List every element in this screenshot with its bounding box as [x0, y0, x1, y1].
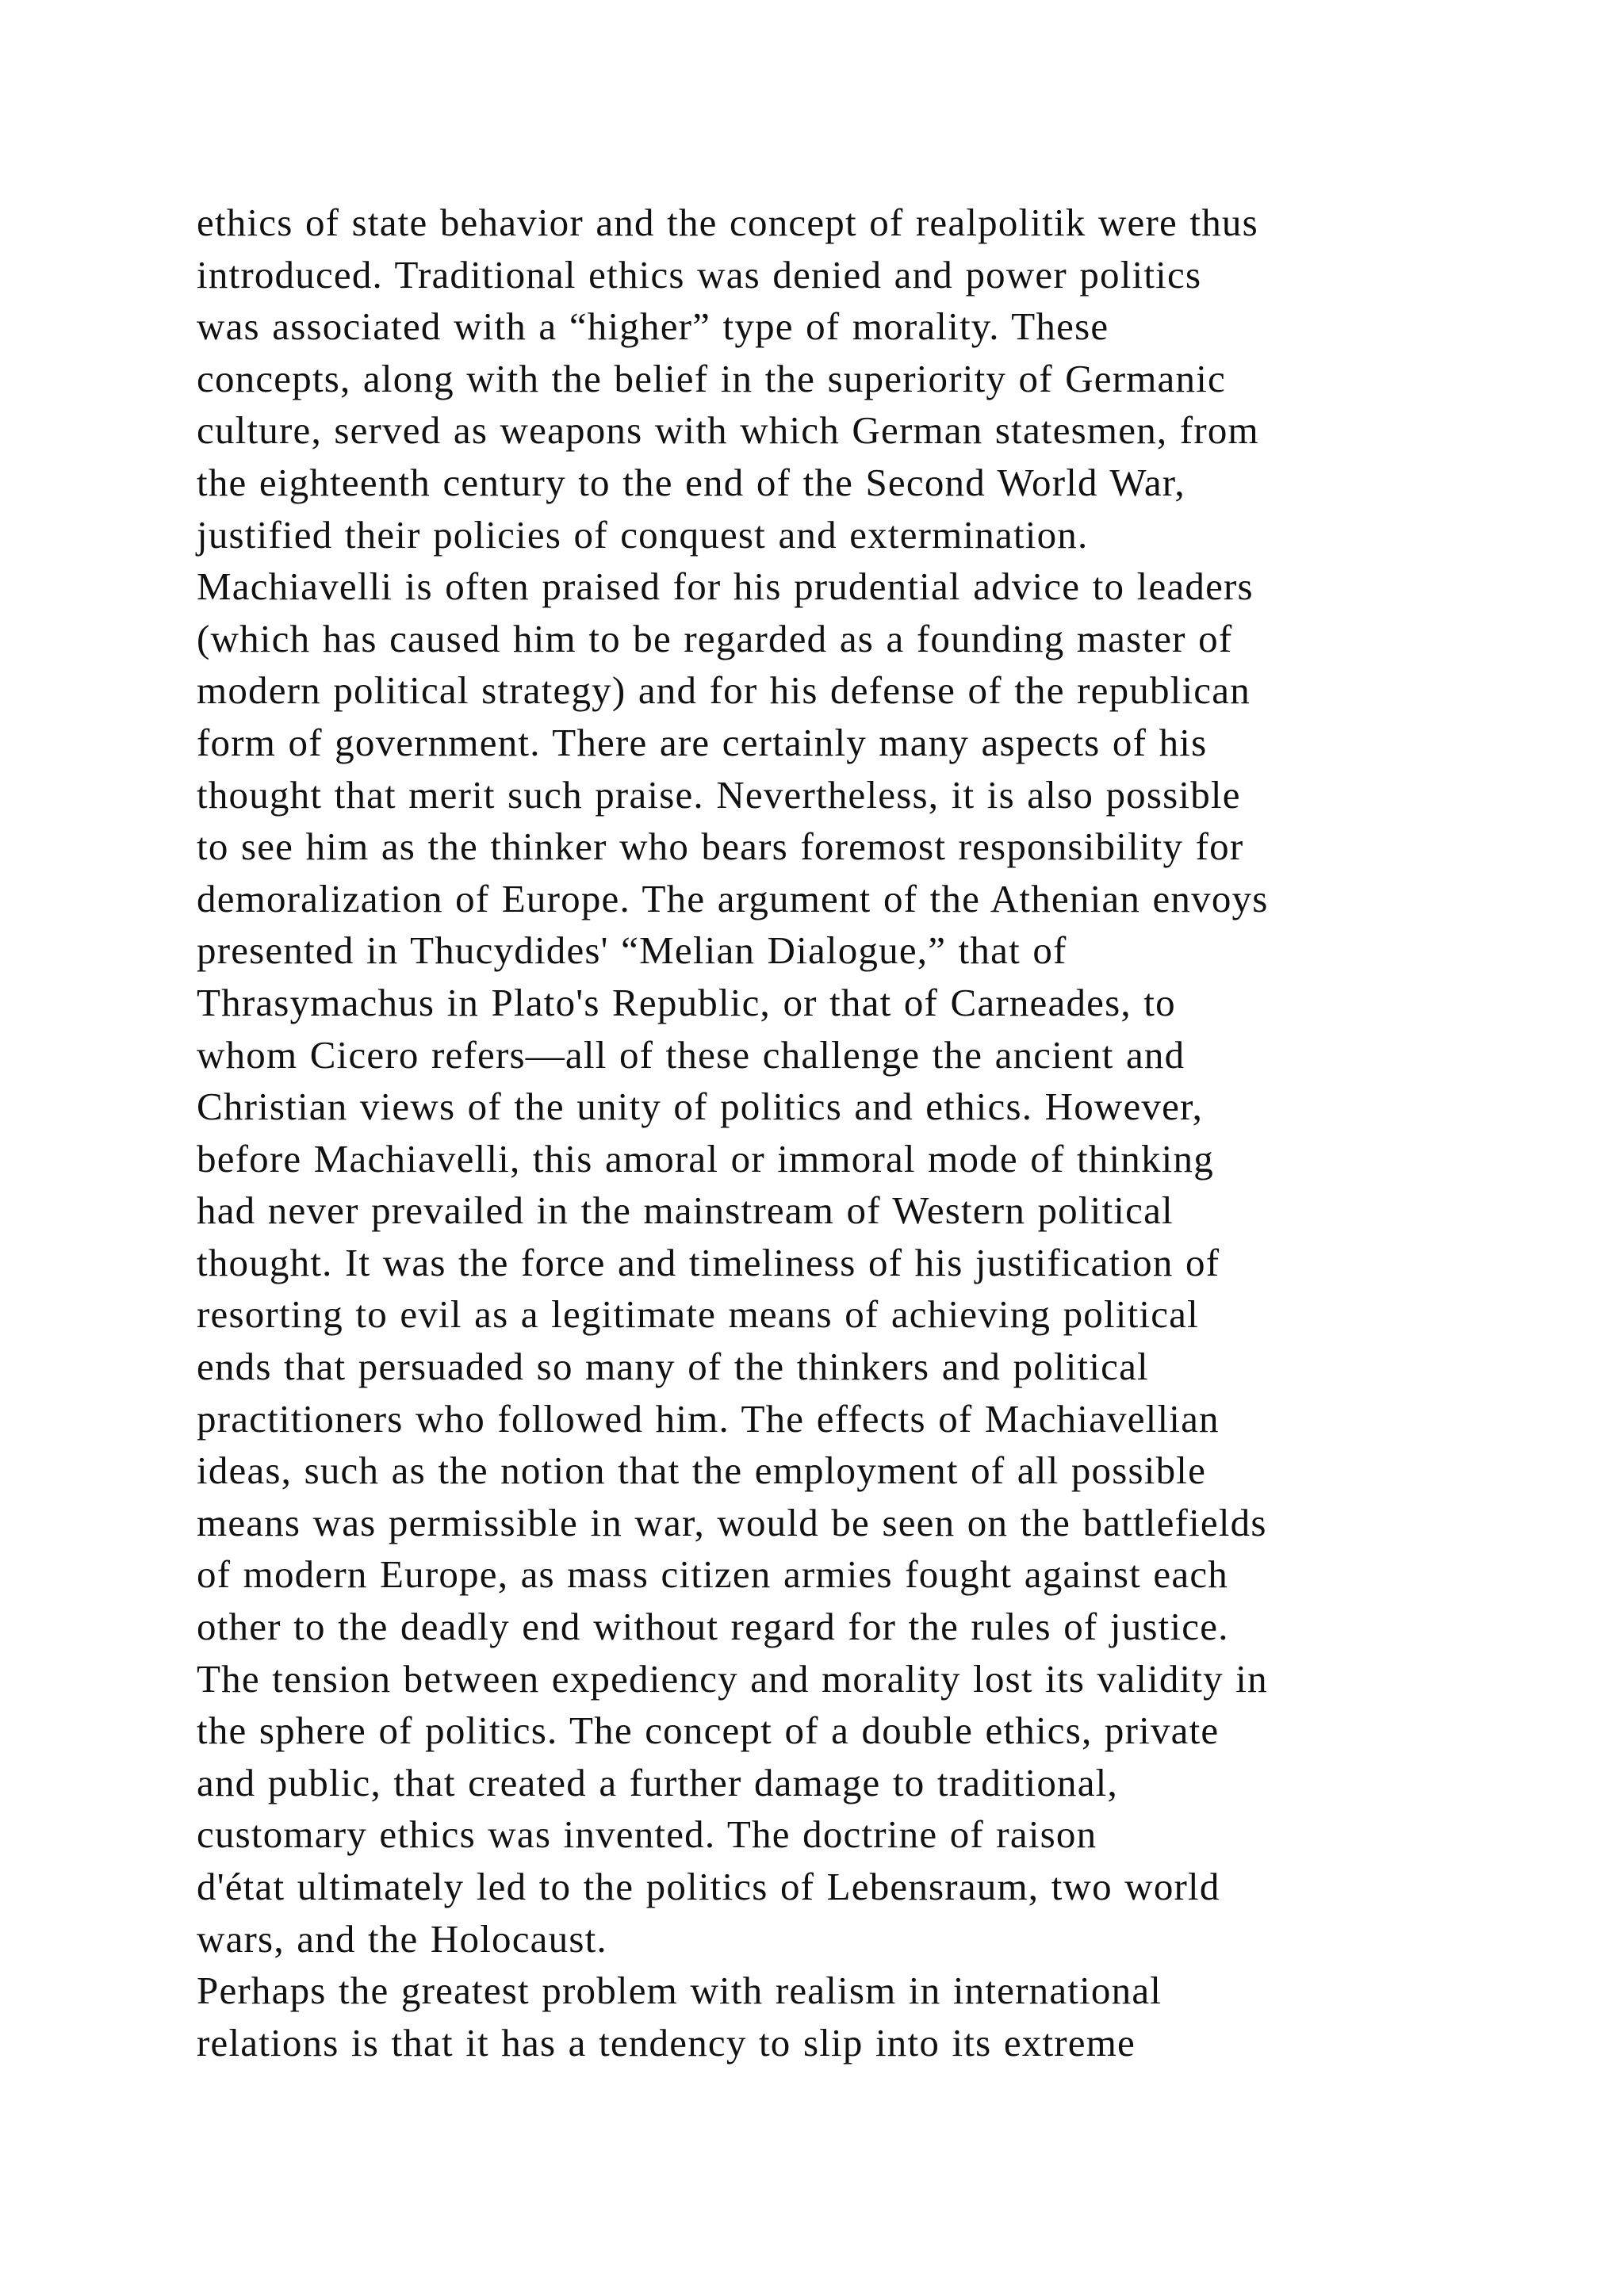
- text-line: means was permissible in war, would be seen on the battlefields: [197, 1500, 1267, 1544]
- text-line: ends that persuaded so many of the thinkers and political: [197, 1345, 1149, 1389]
- text-line: the sphere of politics. The concept of a double ethics, private: [197, 1709, 1220, 1753]
- text-line: demoralization of Europe. The argument of the Athenian envoys: [197, 876, 1269, 920]
- body-text: [197, 197, 1545, 2068]
- text-line: practitioners who followed him. The effects of Machiavellian: [197, 1396, 1220, 1441]
- text-line: customary ethics was invented. The doctrine of raison: [197, 1812, 1097, 1857]
- text-line: ethics of state behavior and the concept of realpolitik were thus: [197, 201, 1258, 244]
- text-line: relations is that it has a tendency to slip into its extreme: [197, 2020, 1136, 2064]
- text-line: ideas, such as the notion that the employment of all possible: [197, 1448, 1207, 1493]
- text-line: culture, served as weapons with which German statesmen, from: [197, 408, 1259, 453]
- text-line: the eighteenth century to the end of the Second World War,: [197, 460, 1185, 504]
- text-line: wars, and the Holocaust.: [197, 1916, 607, 1961]
- text-line: had never prevailed in the mainstream of Western political: [197, 1188, 1174, 1233]
- text-line: Perhaps the greatest problem with realism in international: [197, 1969, 1162, 2013]
- text-line: was associated with a “higher” type of morality. These: [197, 304, 1109, 349]
- text-line: of modern Europe, as mass citizen armies fought against each: [197, 1552, 1228, 1597]
- text-line: presented in Thucydides' “Melian Dialogue,” that of: [197, 928, 1067, 973]
- text-line: before Machiavelli, this amoral or immoral mode of thinking: [197, 1136, 1214, 1181]
- text-line: resorting to evil as a legitimate means of achieving political: [197, 1292, 1199, 1337]
- text-line: to see him as the thinker who bears foremost responsibility for: [197, 825, 1244, 869]
- text-line: (which has caused him to be regarded as a founding master of: [197, 616, 1233, 660]
- text-line: introduced. Traditional ethics was denied and power politics: [197, 252, 1202, 297]
- text-line: The tension between expediency and morality lost its validity in: [197, 1656, 1268, 1701]
- text-line: Thrasymachus in Plato's Republic, or that of Carneades, to: [197, 980, 1176, 1024]
- text-line: form of government. There are certainly many aspects of his: [197, 720, 1208, 764]
- text-line: Christian views of the unity of politics and ethics. However,: [197, 1085, 1204, 1129]
- text-line: whom Cicero refers—all of these challenge the ancient and: [197, 1032, 1185, 1077]
- text-line: thought that merit such praise. Nevertheless, it is also possible: [197, 772, 1241, 817]
- text-line: and public, that created a further damage to traditional,: [197, 1760, 1118, 1804]
- text-line: other to the deadly end without regard for the rules of justice.: [197, 1605, 1229, 1649]
- text-line: concepts, along with the belief in the superiority of Germanic: [197, 356, 1226, 400]
- text-line: justified their policies of conquest and extermination.: [197, 512, 1089, 557]
- text-line: d'état ultimately led to the politics of Lebensraum, two world: [197, 1865, 1220, 1908]
- text-line: thought. It was the force and timeliness of his justification of: [197, 1240, 1220, 1284]
- text-line: Machiavelli is often praised for his prudential advice to leaders: [197, 564, 1254, 609]
- text-line: modern political strategy) and for his defense of the republican: [197, 668, 1251, 713]
